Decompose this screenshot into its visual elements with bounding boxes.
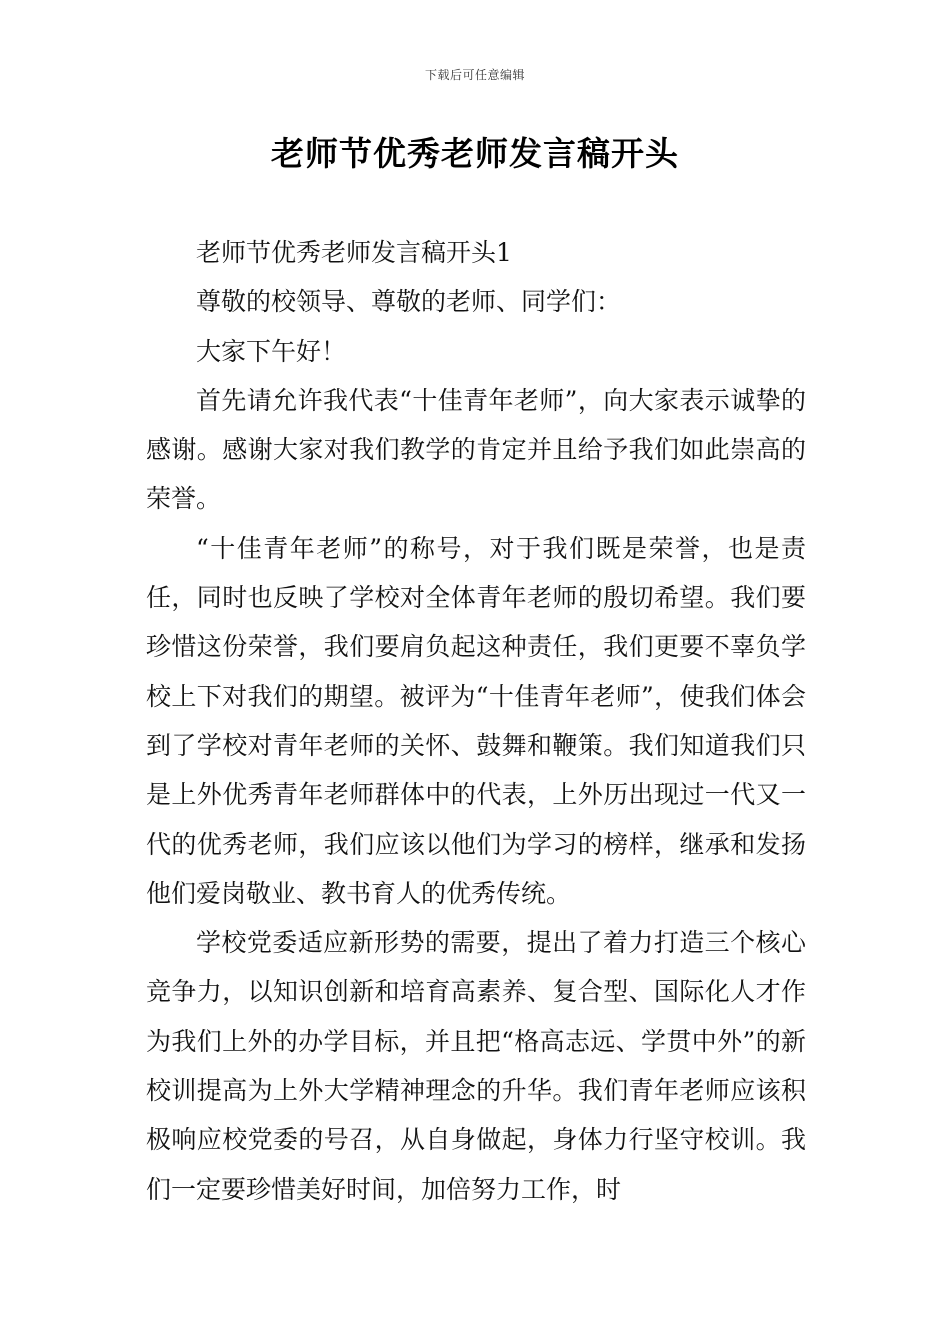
paragraph: 首先请允许我代表“十佳青年老师”，向大家表示诚挚的感谢。感谢大家对我们教学的肯定并且给予我们如此崇高的荣誉。	[146, 385, 806, 514]
paragraph-greeting: 大家下午好！	[196, 336, 347, 366]
paragraph: 学校党委适应新形势的需要，提出了着力打造三个核心竞争力，以知识创新和培育高素养、复合型、国际化人才作为我们上外的办学目标，并且把“格高志远、学贯中外”的新校训提高为上外大学精神理念的升华。我们青年老师应该积极响应校党委的号召，从自身做起，身体力行坚守校训。我们一定要珍惜美好时间，加倍努力工作，时	[146, 928, 806, 1204]
paragraph-subtitle: 老师节优秀老师发言稿开头1	[196, 238, 512, 267]
paragraph: “十佳青年老师”的称号，对于我们既是荣誉，也是责任，同时也反映了学校对全体青年老师的殷切希望。我们要珍惜这份荣誉，我们要肩负起这种责任，我们更要不辜负学校上下对我们的期望。被评为“十佳青年老师”，使我们体会到了学校对青年老师的关怀、鼓舞和鞭策。我们知道我们只是上外优秀青年老师群体中的代表，上外历出现过一代又一代的优秀老师，我们应该以他们为学习的榜样，继承和发扬他们爱岗敬业、教书育人的优秀传统。	[146, 533, 806, 908]
document-body	[146, 228, 806, 1214]
paragraph-salutation: 尊敬的校领导、尊敬的老师、同学们：	[196, 287, 622, 317]
header-note: 下载后可任意编辑	[424, 68, 525, 82]
document-title: 老师节优秀老师发言稿开头	[271, 134, 679, 173]
